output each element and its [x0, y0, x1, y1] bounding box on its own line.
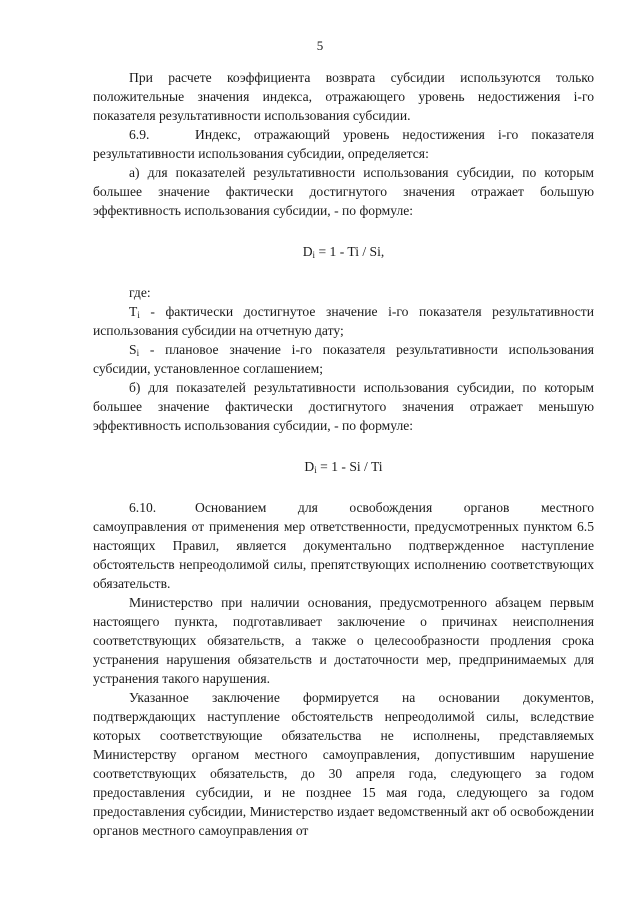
clause-number: 6.10.	[129, 500, 157, 515]
def-subscript: i	[136, 348, 140, 358]
clause-6-10-text: самоуправления от применения мер ответственности, предусмотренных пунктом 6.5 настоящих Правил, является документально подтвержденное наступление обстоятельств непреодолимой силы, препятствующих исполнению соответствующих обязательств.	[93, 519, 594, 591]
item-b: б) для показателей результативности использования субсидии, по которым большее значение фактически достигнутого значения отражает меньшую эффективность использования субсидии, - по формуле:	[93, 380, 594, 433]
paragraph-positive-values: При расчете коэффициента возврата субсидии используются только положительные значения индекса, отражающего уровень недостижения i-го показателя результативности использования субсидии.	[93, 70, 594, 123]
def-symbol: T	[129, 304, 138, 319]
clause-6-10-heading	[93, 498, 594, 517]
formula-symbol: D	[304, 459, 315, 474]
formula-2	[93, 457, 594, 476]
formula-expression: = 1 - Ti / Si,	[315, 244, 385, 259]
document-body	[93, 68, 594, 840]
formula-subscript: i	[312, 250, 316, 260]
clause-lead-text: Индекс, отражающий уровень недостижения i-го показателя	[195, 127, 594, 142]
formula-subscript: i	[314, 465, 317, 475]
clause-lead-text: Основанием для освобождения органов местного	[195, 500, 594, 515]
item-a: а) для показателей результативности использования субсидии, по которым большее значение фактически достигнутого значения отражает большую эффективность использования субсидии, - по формуле:	[93, 165, 594, 218]
def-text: - фактически достигнутое значение i-го показателя результативности использования субсидии на отчетную дату;	[93, 304, 594, 338]
formula-symbol: D	[302, 244, 313, 259]
clause-number: 6.9.	[129, 127, 150, 142]
def-text: - плановое значение i-го показателя результативности использования субсидии, установленное соглашением;	[93, 342, 594, 376]
where-label: где:	[129, 285, 151, 300]
def-subscript: i	[137, 310, 140, 320]
clause-6-9-heading	[93, 125, 594, 144]
paragraph-ministry-conclusion: Министерство при наличии основания, предусмотренного абзацем первым настоящего пункта, подготавливает заключение о причинах неисполнения соответствующих обязательств, а также о целесообразности продления срока устранения нарушения обязательств и достаточности мер, предпринимаемых для устранения такого нарушения.	[93, 595, 594, 686]
formula-expression: = 1 - Si / Ti	[316, 459, 383, 474]
def-symbol: S	[129, 342, 137, 357]
clause-6-9-text: результативности использования субсидии, определяется:	[93, 146, 429, 161]
page-number: 5	[316, 38, 324, 53]
paragraph-conclusion-basis: Указанное заключение формируется на основании документов, подтверждающих наступление обстоятельств непреодолимой силы, вследствие которых соответствующие обязательства не исполнены, представляемых Министерству органом местного самоуправления, допустившим нарушение соответствующих обязательств, до 30 апреля года, следующего за годом предоставления субсидии, и не позднее 15 мая года, следующего за годом предоставления субсидии, Министерство издает ведомственный акт об освобождении органов местного самоуправления от	[93, 690, 594, 838]
formula-1	[93, 242, 594, 261]
definition-s	[93, 340, 594, 378]
definition-t	[93, 302, 594, 340]
